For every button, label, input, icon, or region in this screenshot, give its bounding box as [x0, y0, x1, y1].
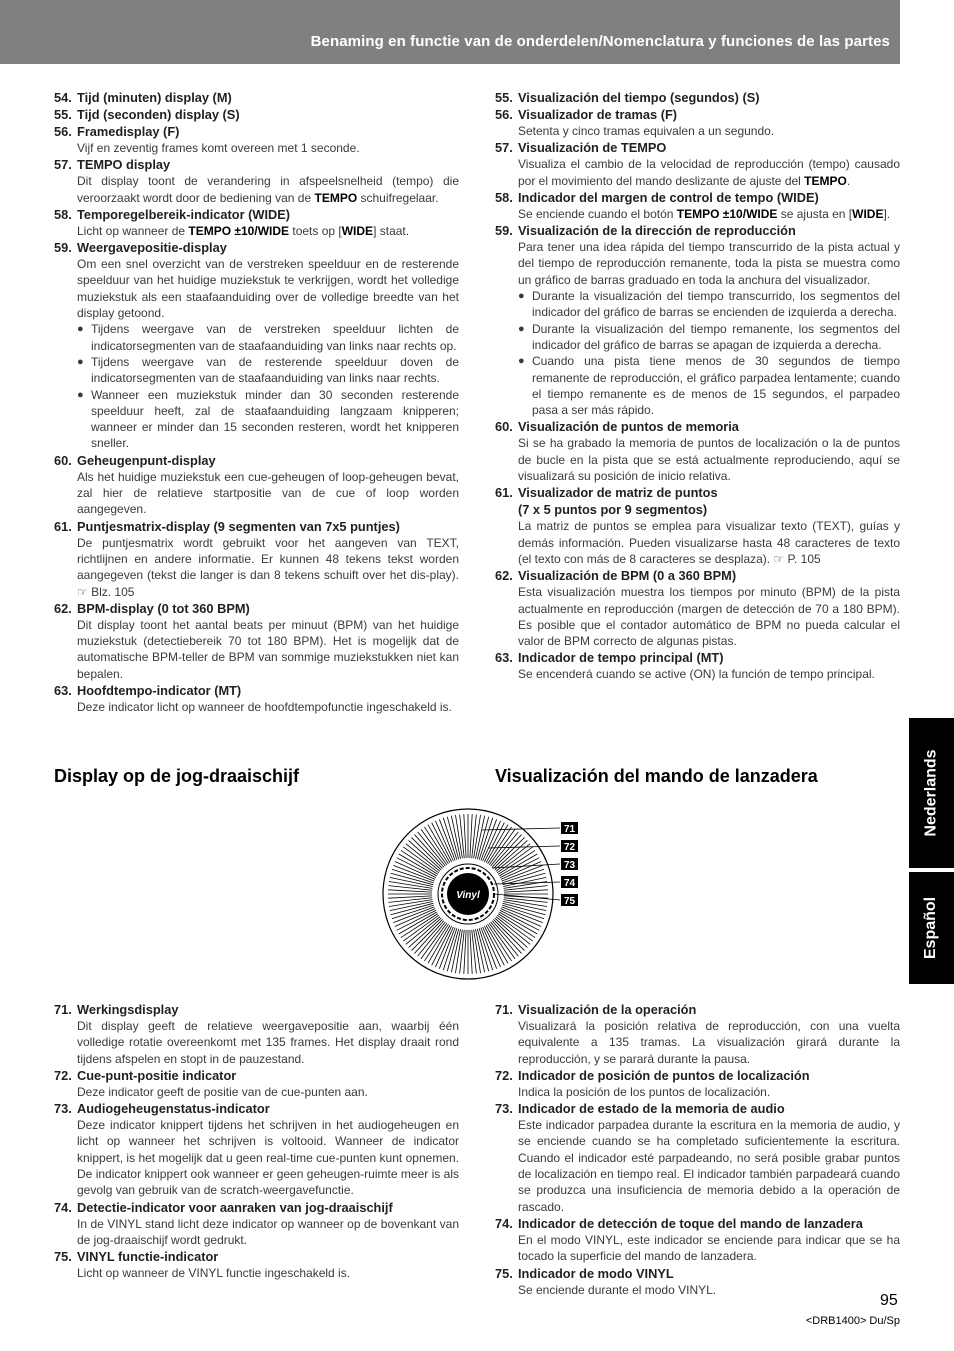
language-tab-label: Español	[922, 896, 940, 960]
bullet-dot-icon: ●	[518, 290, 525, 303]
item-number: 71.	[54, 1002, 72, 1017]
item-number: 57.	[495, 140, 513, 156]
item-heading	[54, 452, 459, 469]
item-heading	[495, 222, 900, 239]
item-title: Temporegelbereik-indicator (WIDE)	[77, 206, 291, 222]
item-title: Detectie-indicator voor aanraken van jog-draaischijf	[77, 1199, 393, 1215]
item-title: Indicador de detección de toque del mando de lanzadera	[518, 1215, 863, 1231]
item-title: Visualización de BPM (0 a 360 BPM)	[518, 568, 737, 584]
description-text: .	[846, 173, 851, 188]
item-description: Este indicador parpadea durante la escritura en la memoria de audio, y se enciende cuando se ha completado suficientemente la escritura. Cuando el indicador esté parpadeando, no será posible grabar puntos de localización en tiempo real. El indicador también parpadeará cuando se produzca una insuficiencia de memoria debido a la operación de rascado.	[518, 1118, 900, 1214]
item-description: Para tener una idea rápida del tiempo transcurrido de la pista actual y del tiempo de reproducción remanente, toda la pista se muestra como un gráfico de barras graduado en toda la anchura del visualizador.	[518, 240, 900, 287]
description-text: Se enciende cuando el botón	[518, 206, 677, 221]
item-description: Indica la posición de los puntos de localización.	[518, 1084, 771, 1099]
description-bold: TEMPO	[804, 173, 847, 188]
bullet-text: Wanneer een muziekstuk minder dan 30 seconden resterende speelduur heeft, zal de staafaanduiding langzaam knipperen; wanneer er minder dan 15 seconden resteren, wordt het knipperen sneller.	[91, 387, 459, 451]
item-description: Om een snel overzicht van de verstreken speelduur en de resterende speelduur van het huidige muziekstuk te verkrijgen, wordt het volledige muziekstuk als een staafaanduiding over de volledige breedte van het display getoond.	[77, 257, 459, 321]
bullet-text: Durante la visualización del tiempo transcurrido, los segmentos del indicador del gráfico de barras se encienden de izquierda a derecha.	[532, 289, 900, 320]
bullet-text: Cuando una pista tiene menos de 30 segundos de tiempo remanente de reproducción, el gráfico parpadea lentamente; cuando el tiempo remanente es de menos de 15 segundos, el parpadeo pasa a ser más rápido.	[532, 354, 900, 418]
item-number: 71.	[495, 1002, 513, 1017]
item-heading	[495, 418, 900, 435]
description-bold: WIDE	[341, 223, 374, 238]
item-description: Setenta y cinco tramas equivalen a un segundo.	[518, 124, 775, 138]
item-title: Indicador de tempo principal (MT)	[518, 650, 724, 666]
bullet-dot-icon: ●	[77, 388, 84, 401]
item-number: 57.	[54, 157, 72, 173]
item-heading	[54, 239, 459, 256]
item-heading-continued	[495, 501, 900, 518]
item-heading	[495, 1001, 900, 1018]
item-number: 73.	[54, 1101, 72, 1117]
column-dutch-bottom	[54, 1001, 459, 1282]
item-number: 55.	[54, 107, 72, 122]
item-heading	[54, 1001, 459, 1018]
item-heading	[495, 1265, 900, 1282]
item-description: Vijf en zeventig frames komt overeen met 1 seconde.	[77, 141, 360, 155]
item-title: Geheugenpunt-display	[77, 452, 216, 468]
callout-label: 75	[563, 896, 576, 907]
item-heading	[495, 1067, 900, 1084]
item-title: Tijd (minuten) display (M)	[77, 90, 232, 105]
jog-dial-figure	[380, 806, 590, 982]
item-number: 55.	[495, 90, 513, 105]
item-number-spacer	[495, 501, 518, 518]
bullet-dot-icon: ●	[518, 355, 525, 368]
item-heading	[54, 89, 459, 106]
description-bold: TEMPO	[314, 190, 358, 205]
bullet-item	[495, 321, 900, 354]
item-description: Si se ha grabado la memoria de puntos de localización o la de puntos de bucle en la pista que se está actualmente reproduciendo, aquí se visualizará su posición de inicio relativa.	[518, 436, 900, 484]
item-title: Visualización de TEMPO	[518, 140, 667, 156]
item-heading	[54, 1248, 459, 1265]
item-heading	[54, 123, 459, 140]
item-title: Visualizador de matriz de puntos	[518, 485, 718, 501]
bullet-dot-icon: ●	[518, 322, 525, 335]
page-header-title: Benaming en functie van de onderdelen/Nomenclatura y funciones de las partes	[310, 33, 890, 50]
description-text: se ajusta en [	[777, 206, 853, 221]
item-description: Deze indicator licht op wanneer de hoofdtempofunctie ingeschakeld is.	[77, 700, 452, 715]
bullet-item	[54, 321, 459, 354]
section-title-spanish: Visualización del mando de lanzadera	[495, 766, 818, 786]
item-heading	[495, 1100, 900, 1117]
item-heading	[54, 682, 459, 699]
item-heading	[495, 106, 900, 123]
bullet-dot-icon: ●	[77, 323, 84, 336]
item-number: 60.	[54, 452, 72, 468]
bullet-item	[495, 288, 900, 321]
item-number: 75.	[495, 1265, 513, 1281]
description-text: Dit display toont de verandering in afspeelsnelheid (tempo) die veroorzaakt wordt door de bediening van de	[77, 174, 459, 205]
bullet-text: Tijdens weergave van de verstreken speelduur lichten de indicatorsegmenten van de staafaanduiding van links naar rechts op.	[91, 322, 459, 353]
item-heading	[495, 649, 900, 666]
description-bold: TEMPO ±10/WIDE	[188, 223, 290, 238]
item-heading	[495, 484, 900, 501]
section-title-dutch: Display op de jog-draaischijf	[54, 766, 300, 786]
item-title: Weergavepositie-display	[77, 240, 227, 256]
description-text: Visualiza el cambio de la velocidad de reproducción (tempo) causado por el movimiento del mando deslizante de ajuste del	[518, 157, 900, 188]
item-title: Indicador de modo VINYL	[518, 1265, 674, 1281]
item-title: Puntjesmatrix-display (9 segmenten van 7x5 puntjes)	[77, 518, 400, 534]
vinyl-logo: Vinyl	[456, 890, 480, 901]
item-description: Deze indicator knippert tijdens het schrijven in het audiogeheugen en licht op wanneer het schrijven is voltooid. Wanneer de indicator knippert, is het mogelijk dat u geen real-time cue-punten kunt opnemen. De indicator knippert ook wanneer er geen geheugen-ruimte meer is als gevolg van gebruik van de scratch-weergavefunctie.	[77, 1118, 459, 1198]
page-number: 95	[880, 1292, 898, 1309]
jog-dial-diagram	[380, 806, 590, 982]
bullet-text: Tijdens weergave van de resterende speelduur doven de indicatorsegmenten van de staafaanduiding van links naar rechts.	[91, 354, 459, 386]
item-title: BPM-display (0 tot 360 BPM)	[77, 600, 250, 616]
callout-label: 71	[563, 824, 576, 835]
item-number: 62.	[495, 568, 513, 584]
item-title: Werkingsdisplay	[77, 1002, 179, 1017]
callout-label: 74	[563, 878, 576, 889]
item-number: 63.	[495, 650, 513, 666]
item-heading	[495, 189, 900, 206]
item-number: 56.	[495, 107, 513, 122]
description-bold: TEMPO ±10/WIDE	[676, 206, 778, 221]
item-number: 62.	[54, 600, 72, 616]
item-title: Indicador de estado de la memoria de audio	[518, 1101, 785, 1117]
item-title: Visualización de la dirección de reproducción	[518, 223, 796, 239]
item-heading	[54, 106, 459, 123]
item-title: VINYL functie-indicator	[77, 1249, 219, 1265]
item-description: In de VINYL stand licht deze indicator op wanneer op de bovenkant van de jog-draaischijf wordt gedrukt.	[77, 1216, 459, 1247]
description-text: schuifregelaar.	[357, 190, 439, 205]
item-heading	[54, 1067, 459, 1084]
callout-label: 73	[563, 860, 576, 871]
item-heading	[54, 518, 459, 535]
item-title: Cue-punt-positie indicator	[77, 1067, 237, 1083]
item-number: 58.	[495, 189, 513, 205]
item-description: Se encenderá cuando se active (ON) la función de tempo principal.	[518, 667, 875, 682]
item-description: Licht op wanneer de VINYL functie ingeschakeld is.	[77, 1266, 351, 1281]
description-text: toets op [	[289, 223, 342, 238]
item-heading	[495, 1215, 900, 1232]
item-title: Visualización del tiempo (segundos) (S)	[518, 90, 760, 105]
column-dutch-top	[54, 89, 459, 715]
item-title: Visualización de la operación	[518, 1002, 697, 1017]
item-number: 72.	[495, 1067, 513, 1083]
language-tab-label: Nederlands	[922, 749, 940, 837]
item-description	[54, 223, 459, 239]
item-title: Visualización de puntos de memoria	[518, 419, 739, 435]
item-description: Deze indicator geeft de positie van de cue-punten aan.	[77, 1084, 368, 1099]
item-number: 73.	[495, 1101, 513, 1117]
item-number: 58.	[54, 206, 72, 222]
item-description: Dit display geeft de relatieve weergavepositie aan, waarbij één volledige rotatie overeenkomt met 135 frames. Het display draait rond tijdens afspelen en stopt in de pauzestand.	[77, 1019, 459, 1066]
language-tab-spanish	[909, 872, 954, 984]
item-heading	[54, 206, 459, 223]
bullet-dot-icon: ●	[77, 355, 84, 368]
item-title-line2: (7 x 5 puntos por 9 segmentos)	[518, 502, 708, 518]
description-text: ] staat.	[373, 223, 410, 238]
item-number: 60.	[495, 419, 513, 435]
item-title: Hoofdtempo-indicator (MT)	[77, 683, 242, 699]
item-title: Indicador del margen de control de tempo (WIDE)	[518, 189, 819, 205]
item-description: Visualizará la posición relativa de reproducción, con una vuelta equivalente a 135 tramas. La visualización girará durante la reproducción, y se parará durante la pausa.	[518, 1019, 900, 1066]
description-text: Licht op wanneer de	[77, 223, 189, 238]
item-number: 61.	[54, 518, 72, 534]
item-heading	[495, 89, 900, 106]
column-spanish-top	[495, 89, 900, 683]
language-tab-dutch	[909, 718, 954, 868]
item-number: 59.	[495, 223, 513, 239]
item-description	[54, 173, 459, 206]
item-description: Se enciende durante el modo VINYL.	[518, 1282, 717, 1297]
bullet-item	[54, 387, 459, 452]
item-number: 63.	[54, 683, 72, 699]
item-description: Als het huidige muziekstuk een cue-geheugen of loop-geheugen bevat, zal hier de relatieve startpositie van de cue of loop worden aangegeven.	[77, 469, 459, 517]
item-number: 56.	[54, 124, 72, 139]
item-description: En el modo VINYL, este indicador se enciende para indicar que se ha tocado la superficie del mando de lanzadera.	[518, 1232, 900, 1264]
item-number: 72.	[54, 1067, 72, 1083]
bullet-item	[54, 354, 459, 387]
description-bold: WIDE	[852, 206, 884, 221]
item-heading	[495, 139, 900, 156]
item-title: Audiogeheugenstatus-indicator	[77, 1101, 270, 1117]
item-heading	[54, 1199, 459, 1216]
item-heading	[54, 1100, 459, 1117]
item-title: TEMPO display	[77, 157, 171, 173]
item-heading	[495, 567, 900, 584]
column-spanish-bottom	[495, 1001, 900, 1298]
description-text: ].	[883, 206, 891, 221]
header-bar	[0, 0, 900, 64]
item-number: 75.	[54, 1249, 72, 1265]
item-title: Indicador de posición de puntos de localización	[518, 1067, 810, 1083]
item-description: Esta visualización muestra los tiempos por minuto (BPM) de la pista actualmente en reproducción (margen de detección de 70 a 180 BPM). Es posible que el contador automático de BPM no pueda calcular el valor de BPM correcto de algunas pistas.	[518, 585, 900, 649]
item-title: Tijd (seconden) display (S)	[77, 107, 240, 122]
item-title: Visualizador de tramas (F)	[518, 107, 678, 122]
callout-label: 72	[563, 842, 576, 853]
item-number: 61.	[495, 485, 513, 501]
item-number: 74.	[495, 1215, 513, 1231]
item-number: 59.	[54, 240, 72, 256]
bullet-item	[495, 353, 900, 418]
item-description: De puntjesmatrix wordt gebruikt voor het aangeven van TEXT, richtlijnen en andere informatie. Er kunnen 48 tekens tekst worden aangegeven (tekst die langer is dan 8 tekens schuift over het dis-play). ☞ Blz. 105	[77, 535, 459, 599]
item-title: Framedisplay (F)	[77, 124, 180, 139]
item-description	[495, 206, 900, 222]
item-description: Dit display toont het aantal beats per minuut (BPM) van het huidige muziekstuk (detectiebereik 70 tot 180 BPM). Het is mogelijk dat de automatische BPM-teller de BPM van sommige muziekstukken niet kan bepalen.	[77, 617, 459, 681]
item-heading	[54, 600, 459, 617]
bullet-text: Durante la visualización del tiempo remanente, los segmentos del indicador del gráfico de barras se apagan de izquierda a derecha.	[532, 321, 900, 352]
item-description: La matriz de puntos se emplea para visualizar texto (TEXT), guías y demás información. Pueden visualizarse hasta 48 caracteres de texto (el texto con más de 8 caracteres se desplaza). ☞ P. 105	[518, 519, 900, 566]
item-number: 54.	[54, 90, 72, 105]
item-description	[495, 156, 900, 189]
item-heading	[54, 156, 459, 173]
document-code: <DRB1400> Du/Sp	[805, 1315, 900, 1327]
item-number: 74.	[54, 1199, 72, 1215]
